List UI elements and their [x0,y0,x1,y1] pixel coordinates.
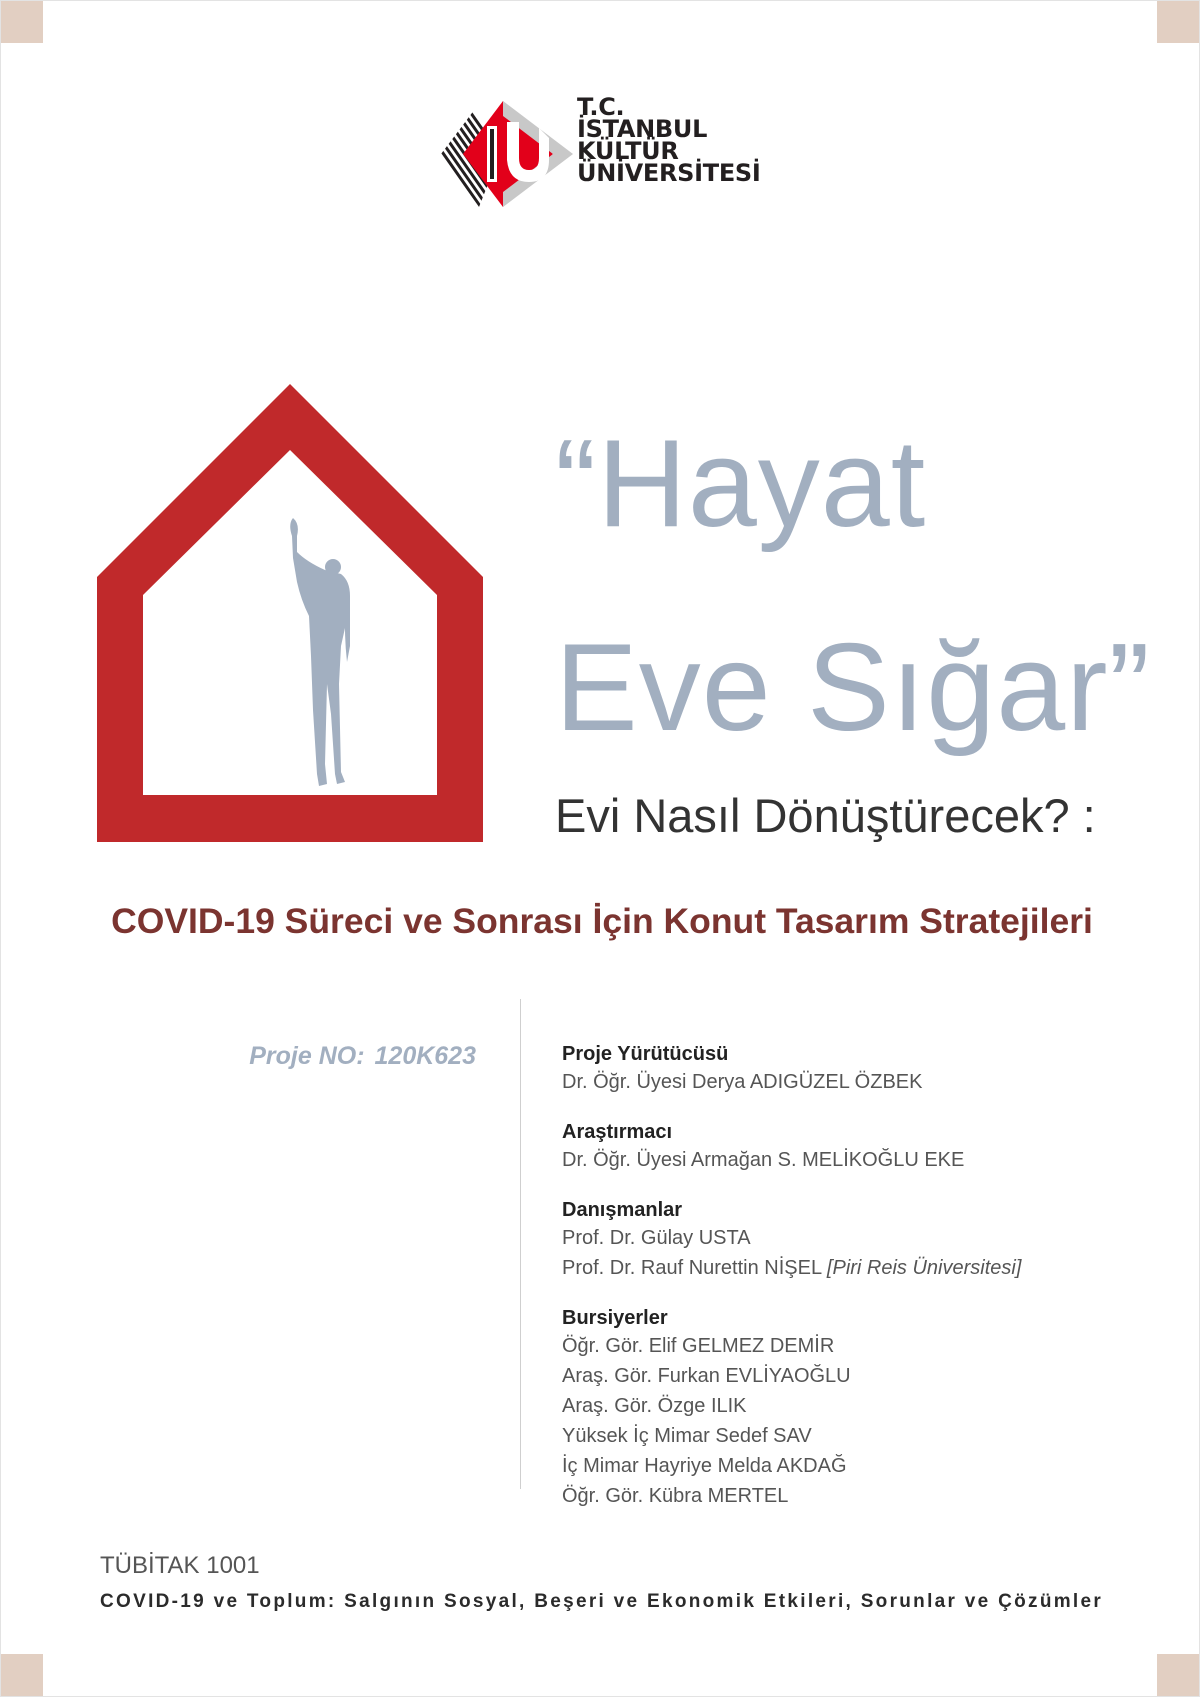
team-member: Prof. Dr. Gülay USTA [562,1227,751,1249]
team-member: İç Mimar Hayriye Melda AKDAĞ [562,1455,847,1477]
strategy-heading: COVID-19 Süreci ve Sonrası İçin Konut Tasarım Stratejileri [111,901,1093,941]
funding-call-title: COVID-19 ve Toplum: Salgının Sosyal, Beşeri ve Ekonomik Etkileri, Sorunlar ve Çözümler [100,1591,1104,1612]
standing-person-figure [290,518,350,786]
logo-wordmark [577,93,761,187]
logo-line-tc: T.C. [577,93,625,121]
logo-line-universitesi: ÜNİVERSİTESİ [577,159,761,187]
university-logo [441,93,781,216]
team-member: Dr. Öğr. Üyesi Armağan S. MELİKOĞLU EKE [562,1149,965,1171]
corner-decoration [1157,1,1199,43]
logo-line-kultur: KÜLTÜR [577,137,679,165]
team-member: Araş. Gör. Furkan EVLİYAOĞLU [562,1365,851,1387]
group-title: Araştırmacı [562,1121,673,1143]
team-member: Yüksek İç Mimar Sedef SAV [562,1425,812,1447]
group-title: Bursiyerler [562,1307,668,1329]
team-group-advisors [562,1197,1162,1283]
corner-decoration [1,1,43,43]
team-member: Öğr. Gör. Kübra MERTEL [562,1485,789,1507]
corner-decoration [1157,1654,1199,1696]
team-member: Dr. Öğr. Üyesi Derya ADIGÜZEL ÖZBEK [562,1071,923,1093]
corner-decoration [1,1654,43,1696]
project-number [249,1041,476,1071]
project-team [562,1041,1162,1533]
subtitle: Evi Nasıl Dönüştürecek? : [555,789,1096,842]
house-with-person-icon [97,384,483,842]
group-title: Proje Yürütücüsü [562,1043,729,1065]
istanbul-kultur-university-logo-icon [441,96,573,212]
team-member-affiliation: [Piri Reis Üniversitesi] [826,1257,1022,1279]
logo-line-istanbul: İSTANBUL [577,115,708,143]
team-group-scholars [562,1305,1162,1511]
main-title-line-1: “Hayat [555,415,927,553]
team-member-name: Prof. Dr. Rauf Nurettin NİŞEL [562,1257,822,1279]
team-member: Öğr. Gör. Elif GELMEZ DEMİR [562,1335,835,1357]
project-number-label: Proje NO: [249,1042,365,1070]
group-title: Danışmanlar [562,1199,683,1221]
team-member-with-affiliation [562,1253,1162,1283]
team-group-executive [562,1041,1162,1097]
team-member: Araş. Gör. Özge ILIK [562,1395,747,1417]
team-group-researcher [562,1119,1162,1175]
main-title-line-2: Eve Sığar” [555,619,1151,757]
funding-program: TÜBİTAK 1001 [100,1552,260,1579]
project-number-value: 120K623 [374,1042,476,1070]
vertical-divider [520,999,521,1489]
